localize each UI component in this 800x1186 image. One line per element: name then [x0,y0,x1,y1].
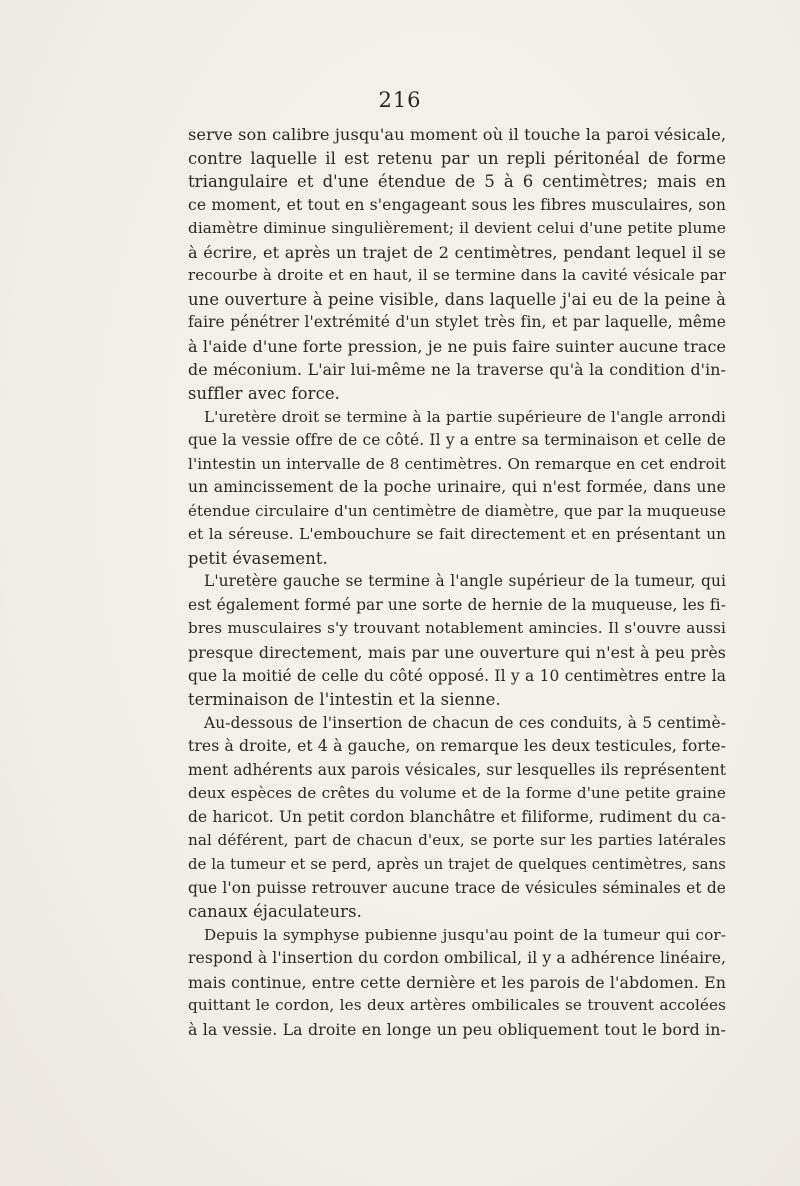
text-line: et la séreuse. L'embouchure se fait directement et en présentant un [188,525,726,544]
text-line: que l'on puisse retrouver aucune trace de vésicules séminales et de [188,878,726,897]
text-line: une ouverture à peine visible, dans laquelle j'ai eu de la peine à [188,289,726,309]
text-line: tres à droite, et 4 à gauche, on remarque les deux testicules, forte- [188,737,726,756]
text-line: un amincissement de la poche urinaire, qui n'est formée, dans une [188,478,726,497]
text-line: étendue circulaire d'un centimètre de diamètre, que par la muqueuse [188,501,726,520]
text-line: presque directement, mais par une ouverture qui n'est à peu près [188,643,726,663]
text-line: à écrire, et après un trajet de 2 centimètres, pendant lequel il se [188,242,726,262]
text-line: terminaison de l'intestin et la sienne. [188,690,501,710]
text-line: l'intestin un intervalle de 8 centimètres. On remarque en cet endroit [188,454,726,473]
text-line: à la vessie. La droite en longe un peu obliquement tout le bord in- [188,1019,726,1039]
text-line: deux espèces de crêtes du volume et de la forme d'une petite graine [188,784,726,803]
text-line: contre laquelle il est retenu par un repli péritonéal de forme [188,148,726,168]
text-line: serve son calibre jusqu'au moment où il touche la paroi vésicale, [188,125,727,144]
text-line: petit évasement. [188,548,328,568]
text-line: de haricot. Un petit cordon blanchâtre et filiforme, rudiment du ca- [188,807,726,826]
text-line: à l'aide d'une forte pression, je ne puis faire suinter aucune trace [188,336,727,356]
text-line: L'uretère droit se termine à la partie supérieure de l'angle arrondi [204,407,726,426]
text-line: diamètre diminue singulièrement; il devient celui d'une petite plume [188,219,726,238]
text-line: que la vessie offre de ce côté. Il y a entre sa terminaison et celle de [188,431,726,450]
text-line: est également formé par une sorte de hernie de la muqueuse, les fi- [188,595,726,614]
text-line: Au-dessous de l'insertion de chacun de ces conduits, à 5 centimè- [204,713,726,732]
text-line: recourbe à droite et en haut, il se termine dans la cavité vésicale par [188,266,726,285]
text-line: de méconium. L'air lui-même ne la traverse qu'à la condition d'in- [188,360,726,380]
text-line: triangulaire et d'une étendue de 5 à 6 centimètres; mais en [188,172,726,192]
text-line: que la moitié de celle du côté opposé. Il y a 10 centimètres entre la [188,666,726,685]
text-line: ment adhérents aux parois vésicales, sur lesquelles ils représentent [188,760,726,779]
text-line: respond à l'insertion du cordon ombilical, il y a adhérence linéaire, [188,949,727,968]
text-line: bres musculaires s'y trouvant notablement amincies. Il s'ouvre aussi [188,619,726,638]
body-text [188,123,726,1041]
text-line: nal déférent, part de chacun d'eux, se porte sur les parties latérales [188,831,726,850]
text-line: ce moment, et tout en s'engageant sous les fibres musculaires, son [188,195,726,214]
text-line: L'uretère gauche se termine à l'angle supérieur de la tumeur, qui [204,572,726,591]
text-line: de la tumeur et se perd, après un trajet de quelques centimètres, sans [188,855,726,873]
text-line: canaux éjaculateurs. [188,902,362,922]
text-line: mais continue, entre cette dernière et les parois de l'abdomen. En [188,972,726,992]
text-line: suffler avec force. [188,384,340,404]
text-line: Depuis la symphyse pubienne jusqu'au point de la tumeur qui cor- [204,925,726,944]
text-line: faire pénétrer l'extrémité d'un stylet très fin, et par laquelle, même [188,313,726,332]
page-number: 216 [378,88,422,112]
text-line: quittant le cordon, les deux artères ombilicales se trouvent accolées [188,996,726,1015]
